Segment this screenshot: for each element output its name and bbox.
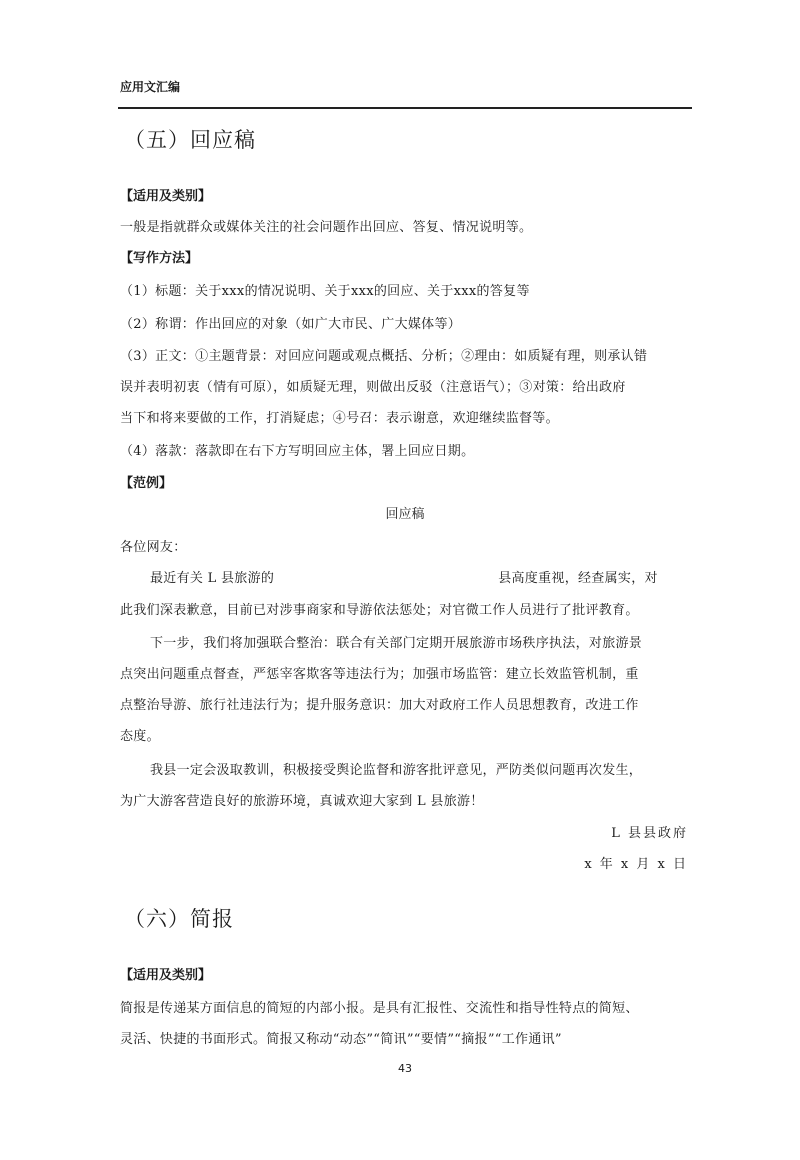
example-paragraph-3-line: 为广大游客营造良好的旅游环境，真诚欢迎大家到 L 县旅游！ bbox=[120, 794, 484, 809]
method-line: 误并表明初衷（情有可原），如质疑无理，则做出反驳（注意语气）；③对策：给出政府 bbox=[120, 380, 626, 395]
paragraph-1-start: 最近有关 L 县旅游的 bbox=[150, 571, 275, 586]
example-paragraph-2-line: 态度。 bbox=[120, 729, 160, 744]
paragraph-1-end: 县高度重视，经查属实，对 bbox=[498, 571, 658, 586]
example-paragraph-1-line-1 bbox=[150, 567, 658, 586]
label-example: 【范例】 bbox=[120, 476, 173, 491]
label-method: 【写作方法】 bbox=[120, 251, 199, 266]
section-title-briefing: （六）简报 bbox=[124, 907, 234, 931]
example-paragraph-3-line: 我县一定会汲取教训，积极接受舆论监督和游客批评意见，严防类似问题再次发生， bbox=[150, 763, 643, 778]
label-scope-briefing: 【适用及类别】 bbox=[120, 968, 212, 983]
page-number: 43 bbox=[398, 1062, 412, 1075]
briefing-scope-line: 简报是传递某方面信息的简短的内部小报。是具有汇报性、交流性和指导性特点的简短、 bbox=[120, 1001, 639, 1016]
section-title-response: （五）回应稿 bbox=[124, 128, 256, 152]
running-header: 应用文汇编 bbox=[120, 80, 181, 94]
example-paragraph-2-line: 点突出问题重点督查，严惩宰客欺客等违法行为；加强市场监管：建立长效监管机制，重 bbox=[120, 667, 639, 682]
label-scope: 【适用及类别】 bbox=[120, 189, 212, 204]
method-line: 当下和将来要做的工作，打消疑虑；④号召：表示谢意，欢迎继续监督等。 bbox=[120, 411, 559, 426]
method-line: （3）正文：①主题背景：对回应问题或观点概括、分析；②理由：如质疑有理，则承认错 bbox=[120, 349, 648, 364]
example-paragraph-2-line: 下一步，我们将加强联合整治：联合有关部门定期开展旅游市场秩序执法，对旅游景 bbox=[150, 636, 643, 651]
method-line: （4）落款：落款即在右下方写明回应主体，署上回应日期。 bbox=[120, 444, 475, 459]
example-paragraph-2-line: 点整治导游、旅行社违法行为；提升服务意识：加大对政府工作人员思想教育，改进工作 bbox=[120, 698, 639, 713]
example-salutation: 各位网友： bbox=[120, 540, 187, 555]
signature-organization: L 县县政府 bbox=[611, 826, 688, 841]
scope-text: 一般是指就群众或媒体关注的社会问题作出回应、答复、情况说明等。 bbox=[120, 220, 533, 235]
header-rule bbox=[118, 107, 692, 109]
method-line: （2）称谓：作出回应的对象（如广大市民、广大媒体等） bbox=[120, 317, 462, 332]
example-paragraph-1-line-2: 此我们深表歉意，目前已对涉事商家和导游依法惩处；对官微工作人员进行了批评教育。 bbox=[120, 603, 639, 618]
example-title: 回应稿 bbox=[385, 507, 425, 522]
method-line: （1）标题：关于xxx的情况说明、关于xxx的回应、关于xxx的答复等 bbox=[120, 284, 530, 299]
signature-date: x 年 x 月 x 日 bbox=[584, 857, 688, 872]
briefing-scope-line: 灵活、快捷的书面形式。简报又称动“动态”“简讯”“要情”“摘报”“工作通讯” bbox=[120, 1032, 562, 1047]
